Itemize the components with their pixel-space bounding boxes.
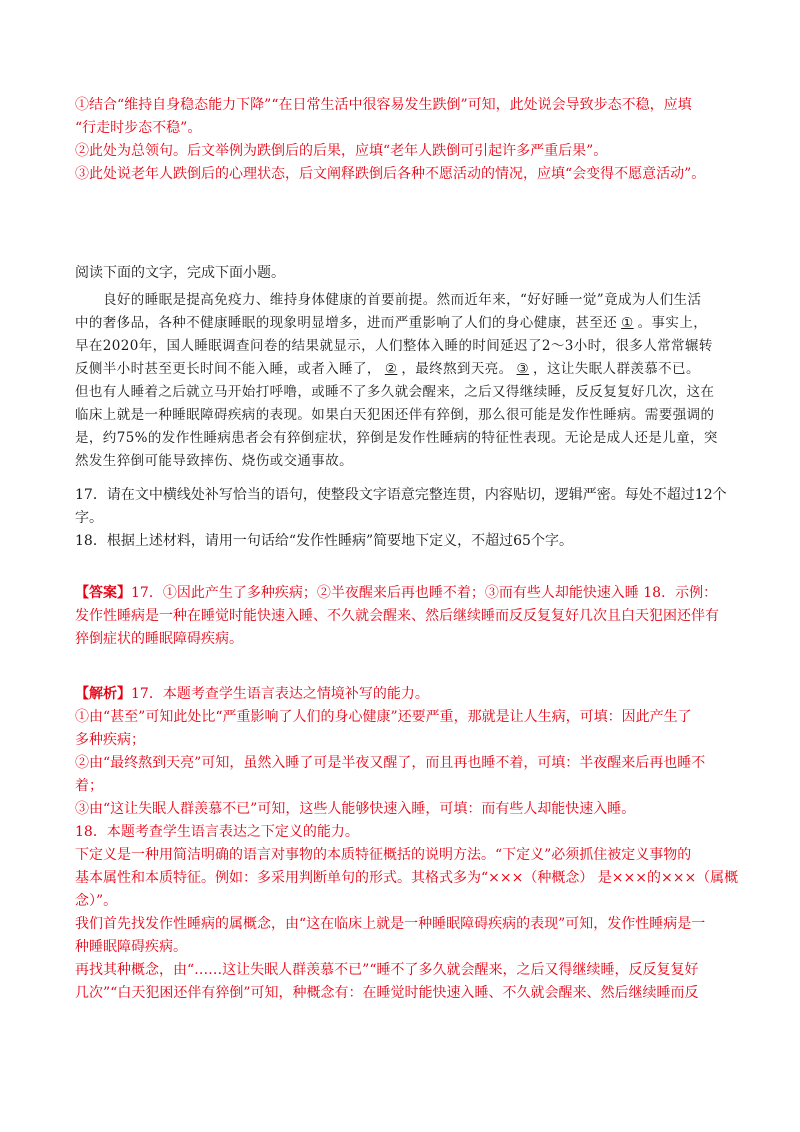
analysis-line: 18．本题考查学生语言表达之下定义的能力。 <box>75 824 359 840</box>
passage-line: 临床上就是一种睡眠障碍疾病的表现。如果白天犯困还伴有猝倒，那么很可能是发作性睡病。需要强调的 <box>75 407 715 423</box>
blank-2: ② <box>384 361 398 377</box>
question-17-cont: 字。 <box>75 510 103 526</box>
passage-line: 良好的睡眠是提高免疫力、维持身体健康的首要前提。然而近年来，“好好睡一觉”竟成为人们生活 <box>103 292 702 308</box>
analysis-line: 几次”“白天犯困还伴有猝倒”可知，种概念有：在睡觉时能快速入睡、不久就会醒来、然后继续睡而反 <box>75 985 699 1001</box>
analysis-line: 多种疾病； <box>75 732 145 748</box>
analysis-line: 着； <box>75 778 103 794</box>
explanation-line: ②此处为总领句。后文举例为跌倒后的后果，应填“老年人跌倒可引起许多严重后果”。 <box>75 143 608 159</box>
passage-line: 反侧半小时甚至更长时间不能入睡，或者入睡了， ② ，最终熬到天亮。 ③ ，这让失眠人群羡慕不已。 <box>75 361 700 377</box>
passage-line: 是，约75%的发作性睡病患者会有猝倒症状，猝倒是发作性睡病的特征性表现。无论是成人还是儿童，突 <box>75 430 718 446</box>
answer-line: 发作性睡病是一种在睡觉时能快速入睡、不久就会醒来、然后继续睡而反反复复好几次且白天犯困还伴有 <box>75 608 719 624</box>
analysis-line: ②由“最终熬到天亮”可知，虽然入睡了可是半夜又醒了，而且再也睡不着，可填：半夜醒来后再也睡不 <box>75 755 706 771</box>
explanation-line: ①结合“维持自身稳态能力下降”“在日常生活中很容易发生跌倒”可知，此处说会导致步态不稳，应填 <box>75 97 692 113</box>
passage-line: 然发生猝倒可能导致摔伤、烧伤或交通事故。 <box>75 453 353 469</box>
answer-tag: 【答案】 <box>75 585 131 601</box>
analysis-tag: 【解析】 <box>75 686 131 702</box>
analysis-line: 再找其种概念，由“……这让失眠人群羡慕不已”“睡不了多久就会醒来，之后又得继续睡，反反复复好 <box>75 962 699 978</box>
questions <box>75 484 725 553</box>
passage-line: 但也有人睡着之后就立马开始打呼噜，或睡不了多久就会醒来，之后又得继续睡，反反复复好几次，这在 <box>75 384 715 400</box>
reading-passage <box>75 289 725 473</box>
previous-explanation <box>75 94 725 186</box>
passage-line: 中的奢侈品，各种不健康睡眠的现象明显增多，进而严重影响了人们的身心健康，甚至还 ① 。事实上， <box>75 315 708 331</box>
analysis-line: 我们首先找发作性睡病的属概念，由“这在临床上就是一种睡眠障碍疾病的表现”可知，发作性睡病是一 <box>75 916 706 932</box>
analysis-section <box>75 683 739 1005</box>
blank-1: ① <box>621 315 634 331</box>
analysis-line: 念）”。 <box>75 893 118 909</box>
answer-line: 【答案】17．①因此产生了多种疾病；②半夜醒来后再也睡不着；③而有些人却能快速入睡 18．示例： <box>75 585 718 601</box>
answer-section <box>75 582 725 651</box>
explanation-line: ③此处说老年人跌倒后的心理状态，后文阐释跌倒后各种不愿活动的情况，应填“会变得不愿意活动”。 <box>75 166 706 182</box>
analysis-line: ①由“甚至”可知此处比“严重影响了人们的身心健康”还要严重，那就是让人生病，可填：因此产生了 <box>75 709 692 725</box>
passage-line: 早在2020年，国人睡眠调查问卷的结果就显示，人们整体入睡的时间延迟了2～3小时，很多人常常辗转 <box>75 338 713 354</box>
reading-instruction: 阅读下面的文字，完成下面小题。 <box>75 265 285 281</box>
blank-3: ③ <box>516 361 530 377</box>
analysis-line: 下定义是一种用简洁明确的语言对事物的本质特征概括的说明方法。“下定义”必须抓住被定义事物的 <box>75 847 692 863</box>
answer-line: 猝倒症状的睡眠障碍疾病。 <box>75 631 243 647</box>
explanation-line: “行走时步态不稳”。 <box>75 120 202 136</box>
question-17: 17．请在文中横线处补写恰当的语句，使整段文字语意完整连贯，内容贴切，逻辑严密。每处不超过12个 <box>75 487 727 503</box>
analysis-line: 种睡眠障碍疾病。 <box>75 939 187 955</box>
analysis-line: 基本属性和本质特征。例如：多采用判断单句的形式。其格式多为“×××（种概念） 是×××的×××（属概 <box>75 870 739 886</box>
analysis-line: ③由“这让失眠人群羡慕不已”可知，这些人能够快速入睡，可填：而有些人却能快速入睡。 <box>75 801 636 817</box>
analysis-line: 【解析】17．本题考查学生语言表达之情境补写的能力。 <box>75 686 429 702</box>
question-18: 18．根据上述材料，请用一句话给“发作性睡病”简要地下定义，不超过65个字。 <box>75 533 573 549</box>
